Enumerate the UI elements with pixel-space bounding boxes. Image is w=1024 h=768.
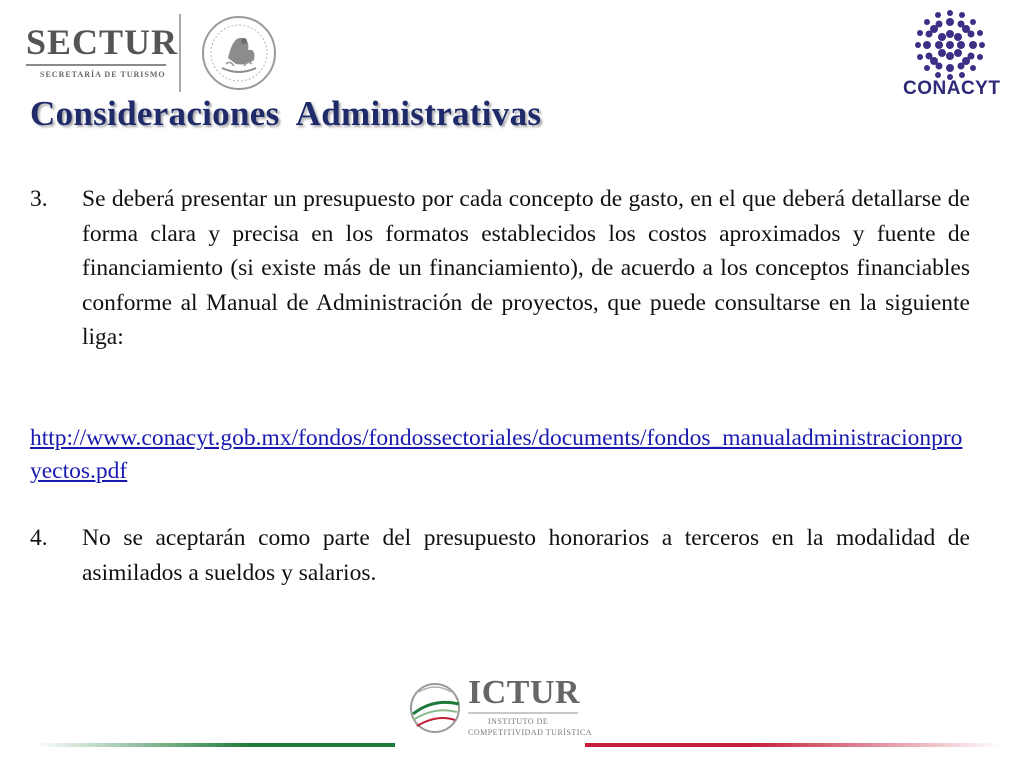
list-item [30,521,970,590]
manual-link[interactable]: http://www.conacyt.gob.mx/fondos/fondossectoriales/documents/fondos_manualadministracionproyectos.pdf [30,425,963,484]
ictur-logo-subtitle-2: COMPETITIVIDAD TURÍSTICA [468,728,593,737]
slide-title: Consideraciones Administrativas [30,94,542,133]
logo-divider [179,14,181,92]
ictur-logo-subtitle-1: INSTITUTO DE [488,717,549,726]
mexican-coat-of-arms-icon [200,14,278,92]
footer-green-bar [35,743,395,747]
ictur-logo-rule [468,712,578,714]
footer-red-bar [585,743,1000,747]
list-item-number: 4. [30,525,48,551]
list-item-text: Se deberá presentar un presupuesto por cada concepto de gasto, en el que deberá detallarse de forma clara y precisa en los formatos establecidos los costos aproximados y fuente de financiamiento (si existe más de un financiamiento), de acuerdo a los conceptos financiables conforme al Manual de Administración de proyectos, que puede consultarse en la siguiente liga: [82,186,970,350]
sectur-logo-text: SECTUR [26,22,179,62]
conacyt-dots-icon [915,10,985,80]
ictur-logo-text: ICTUR [468,674,581,711]
list-item-text: No se aceptarán como parte del presupuesto honorarios a terceros en la modalidad de asimilados a sueldos y salarios. [82,525,970,586]
ictur-globe-icon [405,678,463,738]
list-item-number: 3. [30,186,48,212]
list-item [30,182,970,355]
conacyt-logo-text: CONACYT [903,78,1001,99]
sectur-logo-rule [26,64,166,66]
sectur-logo-subtitle: SECRETARÍA DE TURISMO [40,70,166,79]
